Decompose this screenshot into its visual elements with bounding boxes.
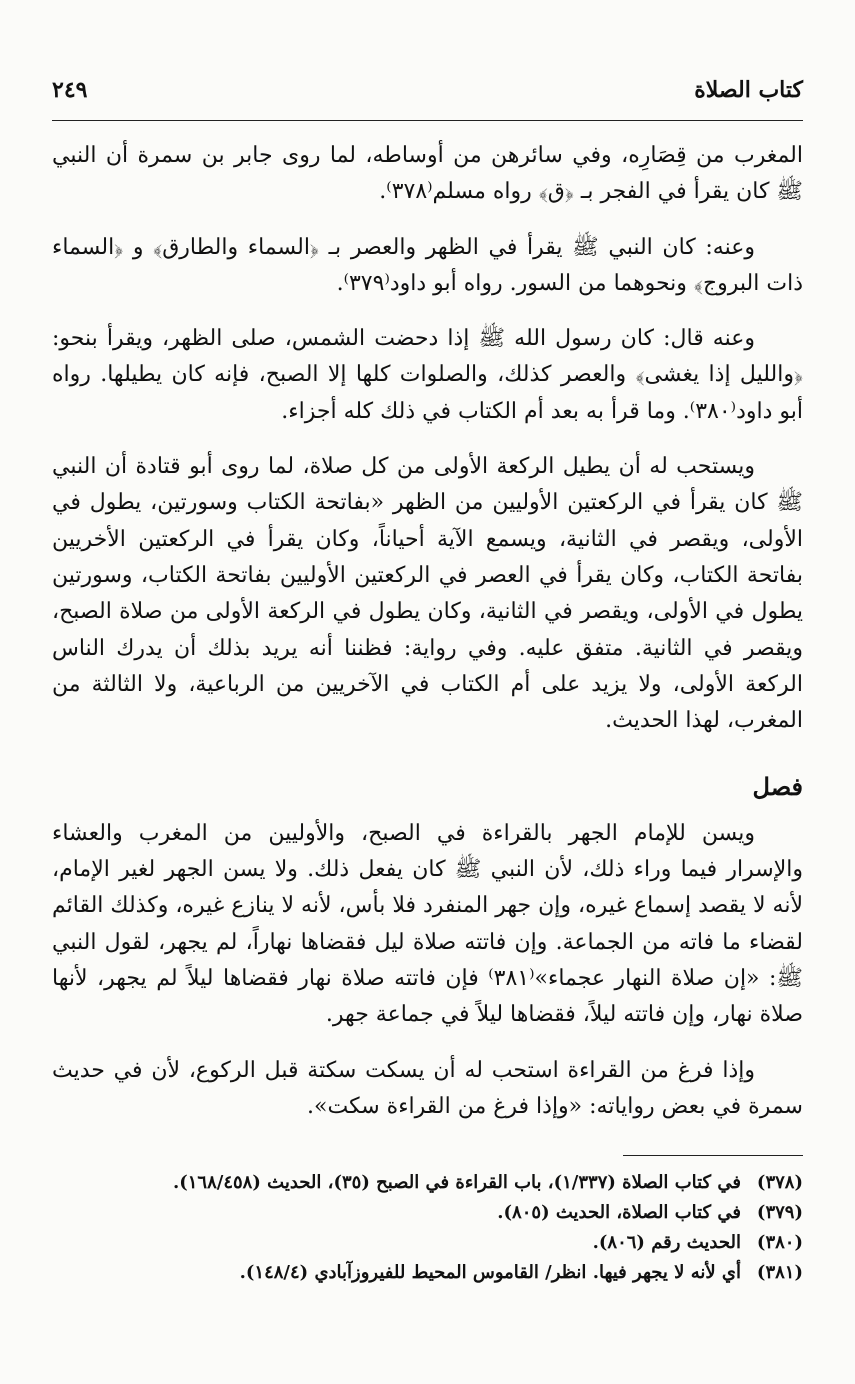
footnote-divider bbox=[623, 1155, 803, 1156]
footnotes bbox=[52, 1168, 803, 1288]
footnote-text: في كتاب الصلاة (١/٣٣٧)، باب القراءة في الصبح (٣٥)، الحديث (١٦٨/٤٥٨). bbox=[172, 1172, 741, 1193]
paragraph: ويستحب له أن يطيل الركعة الأولى من كل صلاة، لما روى أبو قتادة أن النبي ﷺ كان يقرأ في الركعتين الأوليين من الظهر «بفاتحة الكتاب وسورتين، يطول في الأولى، ويقصر في الثانية، ويسمع الآية أحياناً، وكان يقرأ في الركعتين الأخريين بفاتحة الكتاب، وكان يقرأ في العصر في الركعتين الأوليين بفاتحة الكتاب، وسورتين يطول في الأولى، ويقصر في الثانية، وكان يطول في الركعة الأولى من صلاة الصبح، ويقصر في الثانية. متفق عليه. وفي رواية: فظننا أنه يريد بذلك أن يدرك الناس الركعة الأولى، ولا يزيد على أم الكتاب في الآخريين من الرباعية، ولا الثالثة من المغرب، لهذا الحديث. bbox=[52, 454, 803, 734]
chapter-title: كتاب الصلاة bbox=[694, 77, 803, 103]
footnote-number: (٣٧٩) bbox=[756, 1202, 803, 1223]
footnote bbox=[52, 1258, 803, 1288]
footnote-text: في كتاب الصلاة، الحديث (٨٠٥). bbox=[497, 1202, 741, 1223]
paragraph: المغرب من قِصَارِه، وفي سائرهن من أوساطه، لما روى جابر بن سمرة أن النبي ﷺ كان يقرأ في الفجر بـ ﴿ق﴾ رواه مسلم⁽٣٧٨⁾. bbox=[52, 143, 803, 205]
footnote-number: (٣٧٨) bbox=[756, 1172, 803, 1193]
footnote-text: الحديث رقم (٨٠٦). bbox=[592, 1232, 741, 1253]
page-number: ٢٤٩ bbox=[52, 77, 88, 103]
section-heading: فصل bbox=[752, 772, 803, 802]
paragraph: وإذا فرغ من القراءة استحب له أن يسكت سكتة قبل الركوع، لأن في حديث سمرة في بعض رواياته: «وإذا فرغ من القراءة سكت». bbox=[52, 1057, 803, 1119]
paragraph: وعنه: كان النبي ﷺ يقرأ في الظهر والعصر بـ ﴿السماء والطارق﴾ و ﴿السماء ذات البروج﴾ ونحوهما من السور. رواه أبو داود⁽٣٧٩⁾. bbox=[52, 234, 803, 296]
footnote bbox=[52, 1168, 803, 1198]
footnote-number: (٣٨٠) bbox=[756, 1232, 803, 1253]
page-header bbox=[52, 60, 803, 121]
paragraph: وعنه قال: كان رسول الله ﷺ إذا دحضت الشمس، صلى الظهر، ويقرأ بنحو: ﴿والليل إذا يغشى﴾ والعصر كذلك، والصلوات كلها إلا الصبح، فإنه كان يطيلها. رواه أبو داود⁽٣٨٠⁾. وما قرأ به بعد أم الكتاب في ذلك كله أجزاء. bbox=[52, 326, 803, 424]
paragraph: ويسن للإمام الجهر بالقراءة في الصبح، والأوليين من المغرب والعشاء والإسرار فيما وراء ذلك، لأن النبي ﷺ كان يفعل ذلك. ولا يسن الجهر لغير الإمام، لأنه لا يقصد إسماع غيره، وإن جهر المنفرد فلا بأس، لأنه لا ينازع غيره، وكذلك القائم لقضاء ما فاته من الجماعة. وإن فاتته صلاة ليل فقضاها نهاراً، لم يجهر، لقول النبي ﷺ: «إن صلاة النهار عجماء»⁽٣٨١⁾ فإن فاتته صلاة نهار فقضاها ليلاً لم يجهر، لأنها صلاة نهار، وإن فاتته ليلاً، فقضاها ليلاً في جماعة جهر. bbox=[52, 820, 803, 1028]
footnote-text: أي لأنه لا يجهر فيها. انظر/ القاموس المحيط للفيروزآبادي (١٤٨/٤). bbox=[239, 1262, 741, 1283]
footnote bbox=[52, 1198, 803, 1228]
footnote-number: (٣٨١) bbox=[756, 1262, 803, 1283]
main-text bbox=[52, 138, 803, 1144]
footnote bbox=[52, 1228, 803, 1258]
